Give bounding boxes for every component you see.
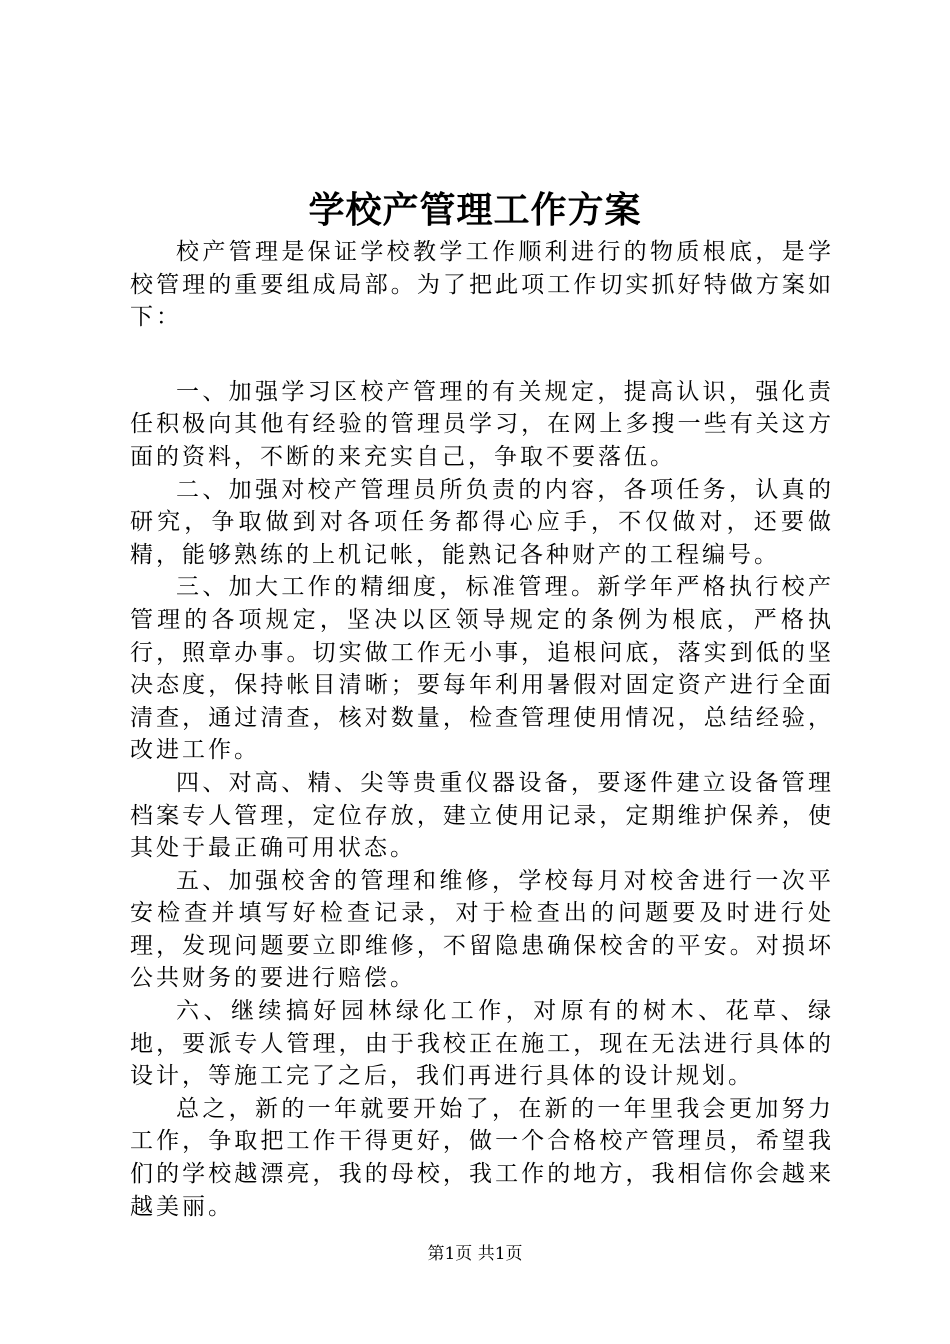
paragraph-6: 六、继续搞好园林绿化工作，对原有的树木、花草、绿地，要派专人管理，由于我校正在施工，现在无法进行具体的设计，等施工完了之后，我们再进行具体的设计规划。 — [130, 998, 834, 1090]
intro-paragraph: 校产管理是保证学校教学工作顺利进行的物质根底，是学校管理的重要组成局部。为了把此项工作切实抓好特做方案如下： — [130, 239, 834, 331]
paragraph-gap — [130, 334, 834, 376]
document-body — [130, 236, 834, 1223]
paragraph-5: 五、加强校舍的管理和维修，学校每月对校舍进行一次平安检查并填写好检查记录，对于检查出的问题要及时进行处理，发现问题要立即维修，不留隐患确保校舍的平安。对损坏公共财务的要进行赔偿。 — [130, 867, 834, 992]
document-title: 学校产管理工作方案 — [308, 189, 642, 231]
page-footer: 第1页 共1页 — [427, 1244, 523, 1264]
paragraph-summary: 总之，新的一年就要开始了，在新的一年里我会更加努力工作，争取把工作干得更好，做一个合格校产管理员，希望我们的学校越漂亮，我的母校，我工作的地方，我相信你会越来越美丽。 — [130, 1095, 834, 1220]
paragraph-1: 一、加强学习区校产管理的有关规定，提高认识，强化责任积极向其他有经验的管理员学习，在网上多搜一些有关这方面的资料，不断的来充实自己，争取不要落伍。 — [130, 378, 834, 470]
paragraph-2: 二、加强对校产管理员所负责的内容，各项任务，认真的研究，争取做到对各项任务都得心应手，不仅做对，还要做精，能够熟练的上机记帐，能熟记各种财产的工程编号。 — [130, 476, 834, 568]
paragraph-4: 四、对高、精、尖等贵重仪器设备，要逐件建立设备管理档案专人管理，定位存放，建立使用记录，定期维护保养，使其处于最正确可用状态。 — [130, 769, 834, 862]
paragraph-3: 三、加大工作的精细度，标准管理。新学年严格执行校产管理的各项规定，坚决以区领导规定的条例为根底，严格执行，照章办事。切实做工作无小事，追根问底，落实到低的坚决态度，保持帐目清晰；要每年利用暑假对固定资产进行全面清查，通过清查，核对数量，检查管理使用情况，总结经验，改进工作。 — [130, 574, 834, 764]
